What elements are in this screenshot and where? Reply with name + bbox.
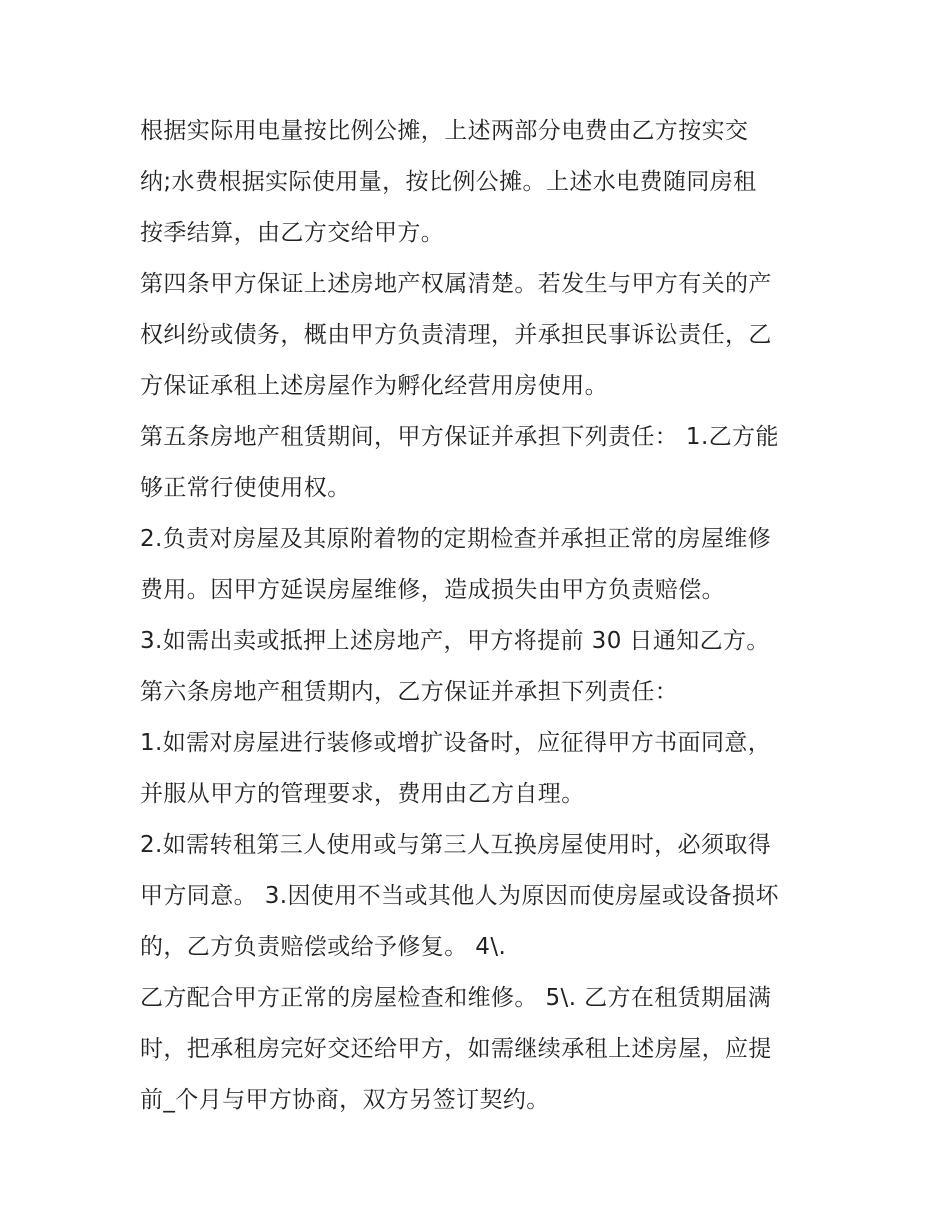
text-line: 按季结算，由乙方交给甲方。 <box>140 220 445 246</box>
text-line: 1.如需对房屋进行装修或增扩设备时，应征得甲方书面同意， <box>140 730 772 756</box>
text-line: 2.如需转租第三人使用或与第三人互换房屋使用时，必须取得 <box>140 832 772 858</box>
text-line: 的，乙方负责赔偿或给予修复。 4\. <box>140 934 507 960</box>
text-line: 第六条房地产租赁期内，乙方保证并承担下列责任： <box>140 679 679 705</box>
text-line: 纳;水费根据实际使用量，按比例公摊。上述水电费随同房租 <box>140 169 757 195</box>
text-line: 费用。因甲方延误房屋维修，造成损失由甲方负责赔偿。 <box>140 577 725 603</box>
text-line: 3.如需出卖或抵押上述房地产，甲方将提前 30 日通知乙方。 <box>140 628 770 654</box>
document-body <box>140 106 820 1126</box>
text-line: 甲方同意。 3.因使用不当或其他人为原因而使房屋或设备损坏 <box>140 883 779 909</box>
text-line: 够正常行使使用权。 <box>140 475 351 501</box>
text-line: 乙方配合甲方正常的房屋检查和维修。 5\. 乙方在租赁期届满 <box>140 985 772 1011</box>
text-line: 方保证承租上述房屋作为孵化经营用房使用。 <box>140 373 608 399</box>
text-line: 第四条甲方保证上述房地产权属清楚。若发生与甲方有关的产 <box>140 271 772 297</box>
text-line: 时，把承租房完好交还给甲方，如需继续承租上述房屋，应提 <box>140 1036 772 1062</box>
text-line: 权纠纷或债务，概由甲方负责清理，并承担民事诉讼责任，乙 <box>140 322 772 348</box>
text-line: 第五条房地产租赁期间，甲方保证并承担下列责任： 1.乙方能 <box>140 424 779 450</box>
text-line: 前_个月与甲方协商，双方另签订契约。 <box>140 1087 550 1113</box>
text-line: 2.负责对房屋及其原附着物的定期检查并承担正常的房屋维修 <box>140 526 772 552</box>
text-line: 根据实际用电量按比例公摊，上述两部分电费由乙方按实交 <box>140 118 749 144</box>
text-line: 并服从甲方的管理要求，费用由乙方自理。 <box>140 781 585 807</box>
